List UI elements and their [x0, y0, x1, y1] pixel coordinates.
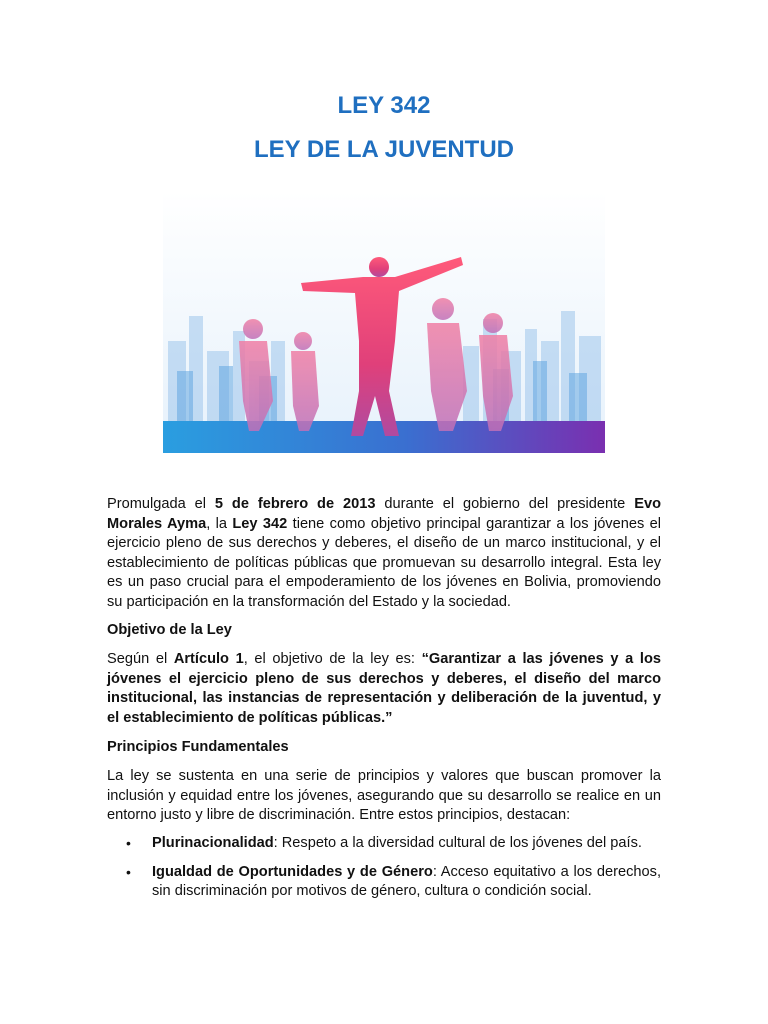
principle-description: : Respeto a la diversidad cultural de los jóvenes del país.: [273, 835, 642, 851]
article-reference: Artículo 1: [173, 651, 244, 667]
document-title: LEY 342: [337, 92, 431, 119]
principles-list: [107, 834, 661, 902]
law-name: Ley 342: [232, 515, 288, 532]
intro-text-4: tiene como objetivo principal garantizar a los jóvenes el ejercicio pleno de sus derechos y deberes, el diseño de un marco institucional, y el establecimiento de políticas públicas que promuevan su desarrollo integral. Esta ley es un paso crucial para el empoderamiento de los jóvenes en Bolivia, promoviendo su participación en la transformación del Estado y la sociedad.: [107, 515, 661, 610]
objective-quote: “Garantizar a las jóvenes y a los jóvenes el ejercicio pleno de sus derechos y deberes, el diseño del marco institucional, las instancias de representación y deliberación de la juventud, y el establecimiento de políticas públicas.”: [107, 651, 661, 726]
principles-intro: La ley se sustenta en una serie de principios y valores que buscan promover la inclusión y equidad entre los jóvenes, asegurando que su desarrollo se realice en un entorno justo y libre de discriminación. Entre estos principios, destacan:: [107, 768, 661, 824]
objective-paragraph: [107, 650, 661, 728]
bullet-icon: •: [126, 835, 131, 851]
principles-heading: Principios Fundamentales: [107, 739, 289, 755]
intro-paragraph: [107, 495, 661, 613]
principle-term: Igualdad de Oportunidades y de Género: [152, 863, 433, 880]
promulgation-date: 5 de febrero de 2013: [214, 496, 376, 512]
intro-text-3: , la: [206, 515, 233, 532]
bullet-icon: •: [126, 863, 131, 880]
objective-text-1: Según el: [107, 651, 174, 667]
intro-text-1: Promulgada el: [107, 496, 215, 512]
list-item: [107, 834, 661, 854]
president-name: Evo Morales Ayma: [107, 496, 661, 532]
intro-text-2: durante el gobierno del presidente: [375, 496, 635, 512]
principle-term: Plurinacionalidad: [152, 835, 274, 851]
objective-heading: Objetivo de la Ley: [107, 622, 232, 638]
document-subtitle: LEY DE LA JUVENTUD: [253, 136, 515, 163]
principle-description: : Acceso equitativo a los derechos, sin discriminación por motivos de género, cultura o condición social.: [152, 863, 662, 900]
list-item: [107, 863, 661, 902]
hero-image: [163, 191, 605, 453]
objective-text-2: , el objetivo de la ley es:: [243, 651, 422, 667]
